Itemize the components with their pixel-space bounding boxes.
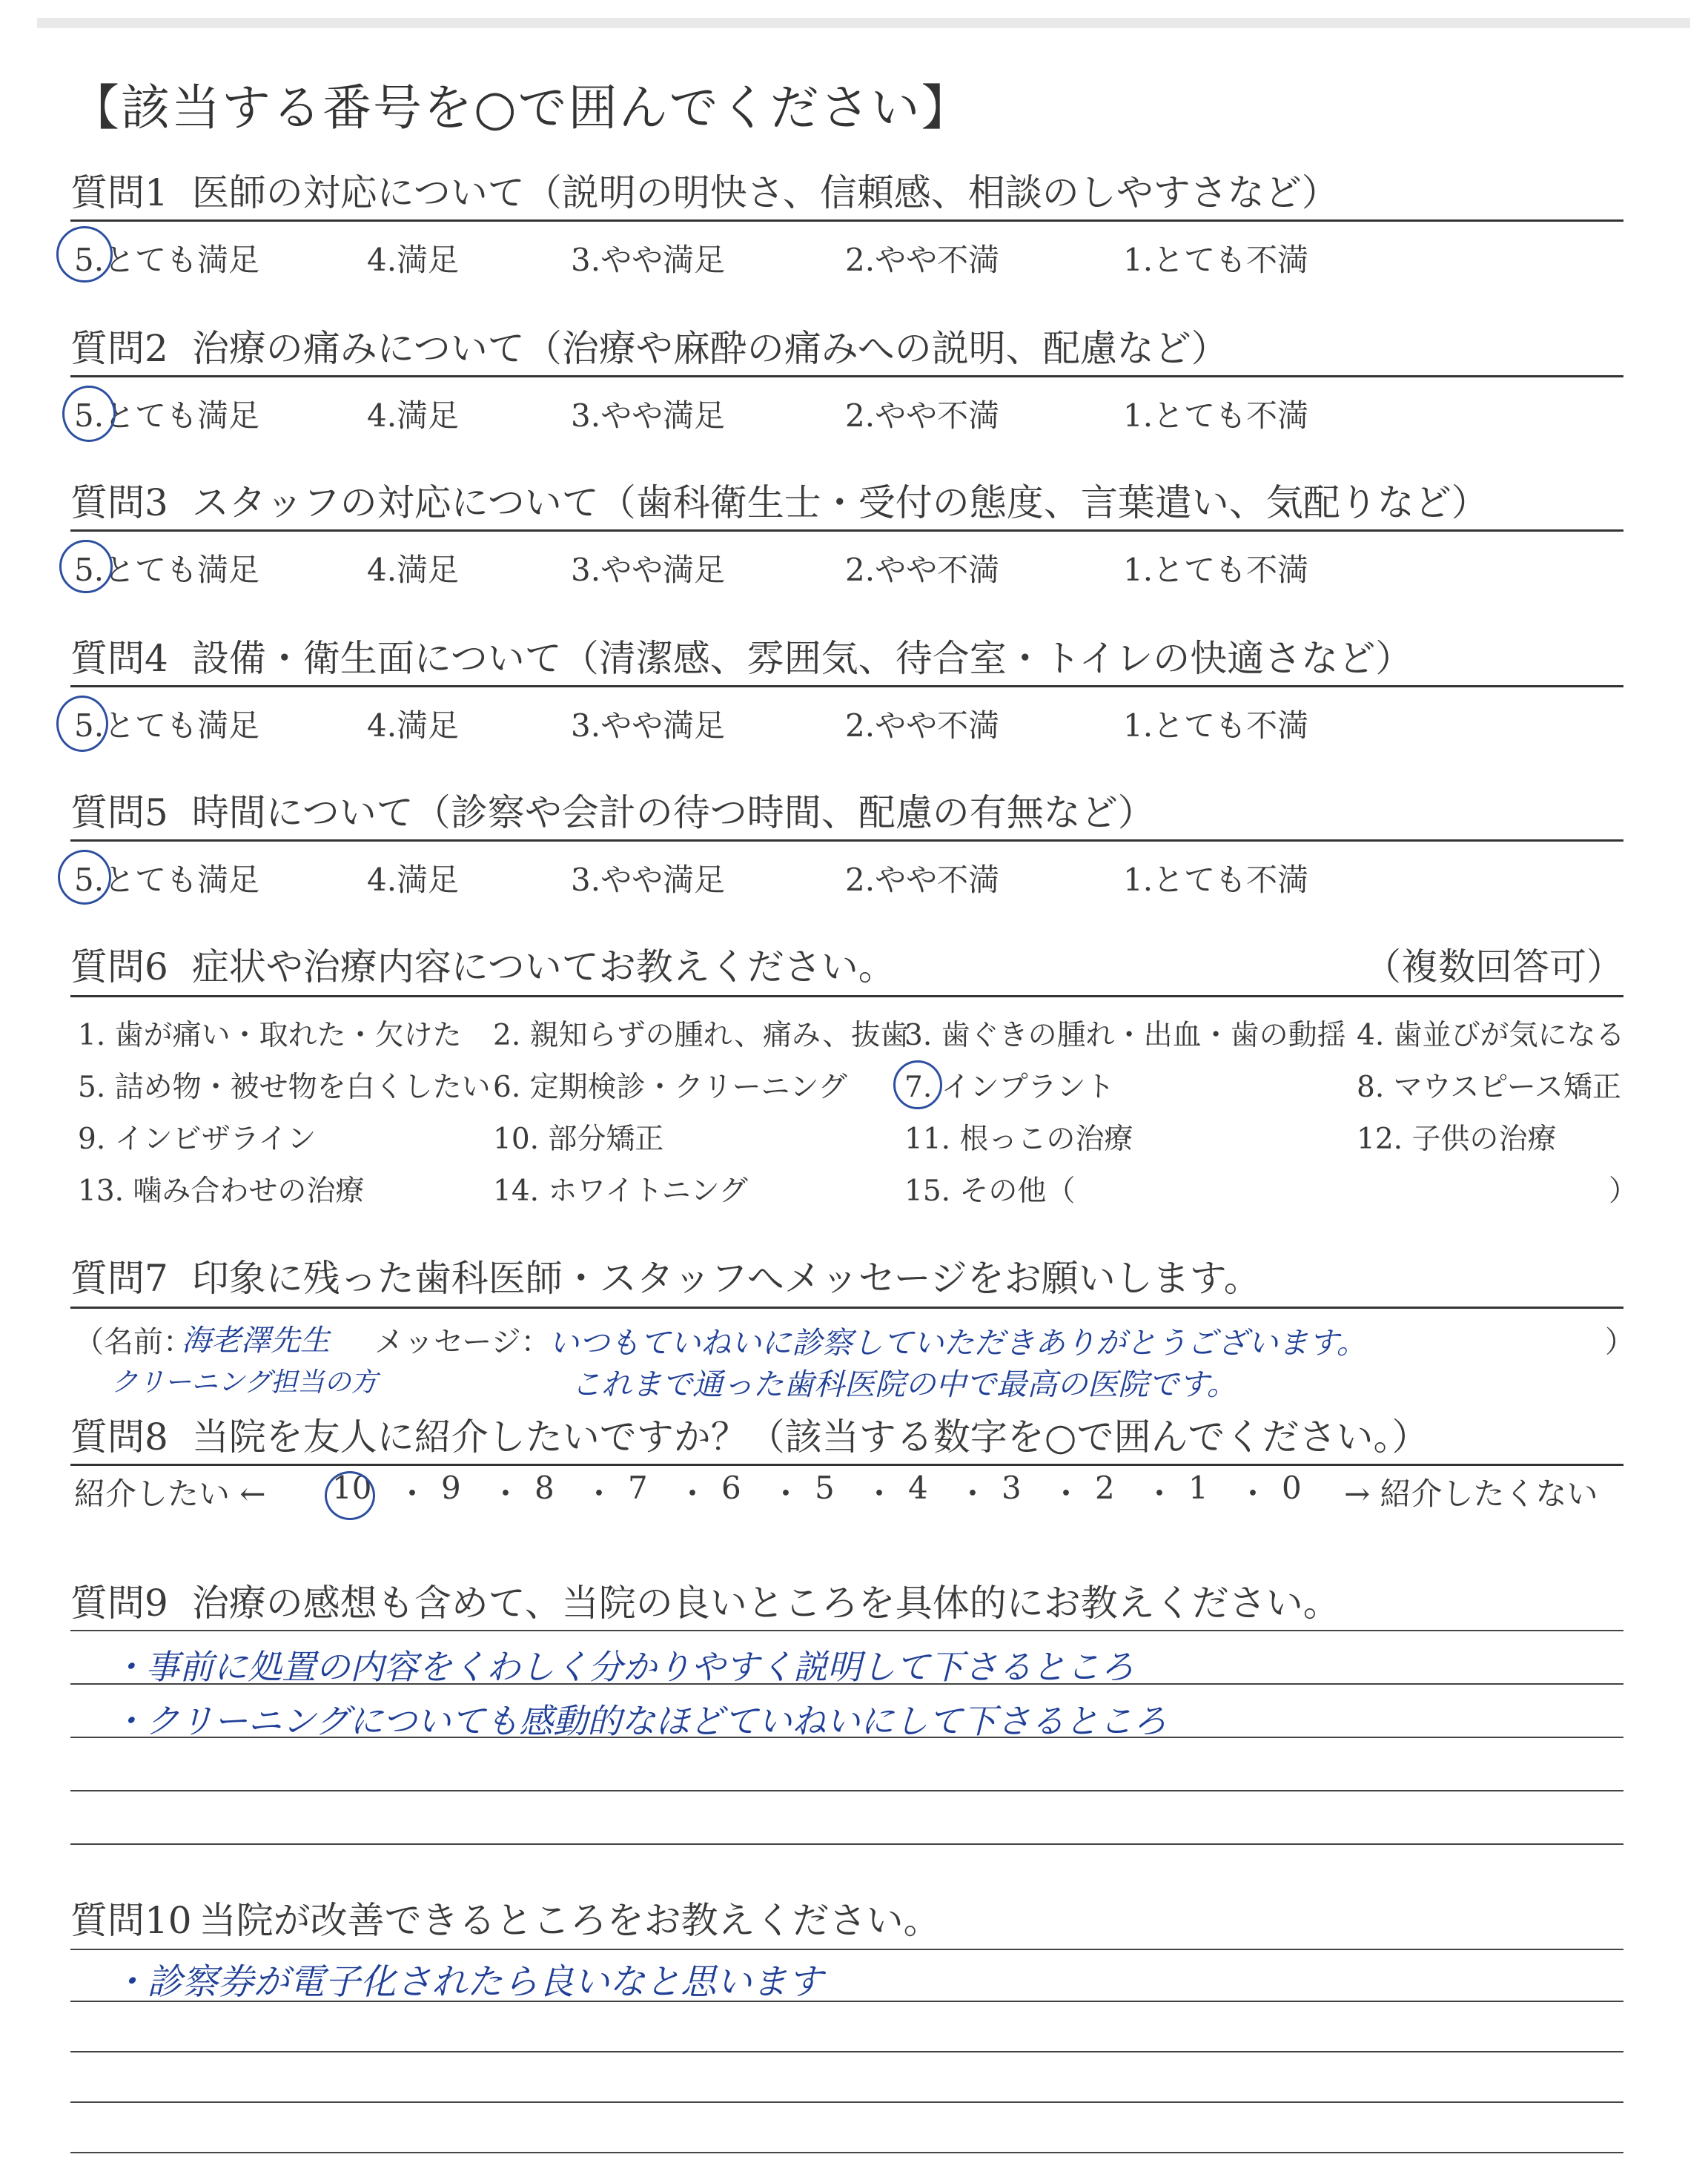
checklist-item[interactable]: 9. インビザライン bbox=[78, 1123, 317, 1156]
checklist-item[interactable]: 8. マウスピース矯正 bbox=[1357, 1071, 1621, 1104]
handwritten-name-2: クリーニング担当の方 bbox=[111, 1367, 378, 1398]
scale-value-10[interactable]: 10 bbox=[332, 1470, 372, 1506]
answer-line bbox=[70, 2101, 1623, 2103]
option-2[interactable]: 2.やや不満 bbox=[845, 707, 1000, 744]
option-5[interactable]: 5.とても満足 bbox=[74, 707, 260, 744]
answer-line bbox=[70, 2051, 1623, 2052]
question-number: 質問4 bbox=[70, 637, 168, 680]
question-number: 質問8 bbox=[70, 1416, 168, 1459]
scale-dot: ・ bbox=[1144, 1476, 1176, 1512]
question-2 bbox=[70, 325, 1623, 372]
question-rule bbox=[70, 839, 1623, 842]
scale-dot: ・ bbox=[677, 1476, 709, 1512]
question-text: 当院を友人に紹介したいですか？（該当する数字を○で囲んでください。） bbox=[191, 1416, 1429, 1459]
option-1[interactable]: 1.とても不満 bbox=[1123, 552, 1309, 588]
scale-dot: ・ bbox=[770, 1476, 802, 1512]
checklist-item[interactable]: 6. 定期検診・クリーニング bbox=[493, 1071, 847, 1104]
option-3[interactable]: 3.やや満足 bbox=[571, 707, 726, 744]
question-text: 症状や治療内容についてお教えください。 bbox=[191, 945, 896, 988]
question-number: 質問3 bbox=[70, 481, 168, 524]
question-text: 設備・衛生面について（清潔感、雰囲気、待合室・トイレの快適さなど） bbox=[191, 637, 1413, 680]
scale-value-9[interactable]: 9 bbox=[441, 1470, 461, 1506]
checklist-item[interactable]: 13. 噛み合わせの治療 bbox=[78, 1175, 365, 1208]
checklist-item[interactable]: 5. 詰め物・被せ物を白くしたい bbox=[78, 1071, 491, 1104]
checklist-item[interactable]: 15. その他（ bbox=[904, 1175, 1076, 1208]
selection-circle bbox=[893, 1060, 942, 1109]
question-text: 治療の痛みについて（治療や麻酔の痛みへの説明、配慮など） bbox=[191, 327, 1228, 370]
question-number: 質問9 bbox=[70, 1582, 168, 1625]
option-5[interactable]: 5.とても満足 bbox=[74, 862, 260, 898]
selection-circle bbox=[56, 696, 108, 752]
question-number: 質問10 bbox=[70, 1899, 192, 1942]
scale-dot: ・ bbox=[1237, 1476, 1269, 1512]
name-label: （名前： bbox=[74, 1325, 193, 1359]
multiple-answer-note: （複数回答可） bbox=[1364, 945, 1623, 988]
handwritten-answer-10: ・診察券が電子化されたら良いなと思います bbox=[111, 1961, 824, 2003]
selection-circle bbox=[325, 1471, 375, 1520]
option-4[interactable]: 4.満足 bbox=[367, 397, 460, 434]
question-8 bbox=[70, 1413, 1623, 1461]
option-3[interactable]: 3.やや満足 bbox=[571, 862, 726, 898]
question-number: 質問7 bbox=[70, 1257, 168, 1300]
option-3[interactable]: 3.やや満足 bbox=[571, 552, 726, 588]
question-number: 質問6 bbox=[70, 945, 168, 988]
answer-line bbox=[70, 1843, 1623, 1845]
option-2[interactable]: 2.やや不満 bbox=[845, 862, 1000, 898]
scale-dot: ・ bbox=[583, 1476, 615, 1512]
question-text: 当院が改善できるところをお教えください。 bbox=[199, 1899, 941, 1942]
checklist-item[interactable]: 1. 歯が痛い・取れた・欠けた bbox=[78, 1019, 462, 1052]
question-rule bbox=[70, 1307, 1623, 1309]
other-close-paren: ） bbox=[1609, 1175, 1638, 1208]
option-4[interactable]: 4.満足 bbox=[367, 242, 460, 278]
question-4 bbox=[70, 635, 1623, 682]
page-instruction: 【該当する番号を○で囲んでください】 bbox=[70, 79, 972, 136]
scale-value-5[interactable]: 5 bbox=[815, 1470, 835, 1506]
handwritten-answer-2: ・クリーニングについても感動的なほどていねいにして下さるところ bbox=[111, 1701, 1168, 1741]
scale-right-label: → 紹介したくない bbox=[1344, 1476, 1598, 1512]
question-text: 治療の感想も含めて、当院の良いところを具体的にお教えください。 bbox=[191, 1582, 1340, 1625]
question-10 bbox=[70, 1897, 1623, 1944]
question-text: 印象に残った歯科医師・スタッフへメッセージをお願いします。 bbox=[191, 1257, 1261, 1300]
answer-line bbox=[70, 1790, 1623, 1791]
option-2[interactable]: 2.やや不満 bbox=[845, 552, 1000, 588]
option-5[interactable]: 5.とても満足 bbox=[74, 552, 260, 588]
question-number: 質問5 bbox=[70, 791, 168, 834]
option-1[interactable]: 1.とても不満 bbox=[1123, 862, 1309, 898]
option-5[interactable]: 5.とても満足 bbox=[74, 242, 260, 278]
question-text: スタッフの対応について（歯科衛生士・受付の態度、言葉遣い、気配りなど） bbox=[191, 481, 1489, 524]
question-rule bbox=[70, 1464, 1623, 1466]
question-number: 質問1 bbox=[70, 171, 168, 214]
option-1[interactable]: 1.とても不満 bbox=[1123, 242, 1309, 278]
scale-dot: ・ bbox=[490, 1476, 522, 1512]
scale-value-8[interactable]: 8 bbox=[534, 1470, 555, 1506]
question-7 bbox=[70, 1255, 1623, 1302]
scale-dot: ・ bbox=[864, 1476, 896, 1512]
option-5[interactable]: 5.とても満足 bbox=[74, 397, 260, 434]
option-3[interactable]: 3.やや満足 bbox=[571, 242, 726, 278]
scale-dot: ・ bbox=[957, 1476, 989, 1512]
question-text: 医師の対応について（説明の明快さ、信頼感、相談のしやすさなど） bbox=[191, 171, 1339, 214]
selection-circle bbox=[59, 540, 113, 593]
option-4[interactable]: 4.満足 bbox=[367, 552, 460, 588]
scale-dot: ・ bbox=[397, 1476, 428, 1512]
scale-value-0[interactable]: 0 bbox=[1282, 1470, 1302, 1506]
question-rule bbox=[70, 685, 1623, 687]
question-9 bbox=[70, 1579, 1623, 1627]
option-3[interactable]: 3.やや満足 bbox=[571, 397, 726, 434]
question-6 bbox=[70, 943, 1623, 991]
question-rule bbox=[70, 529, 1623, 532]
checklist-item[interactable]: 4. 歯並びが気になる bbox=[1357, 1019, 1625, 1052]
handwritten-name-1: 海老澤先生 bbox=[182, 1324, 330, 1358]
scale-value-1[interactable]: 1 bbox=[1188, 1470, 1208, 1506]
question-rule bbox=[70, 995, 1623, 997]
message-label: メッセージ： bbox=[374, 1325, 551, 1359]
scale-value-3[interactable]: 3 bbox=[1002, 1470, 1022, 1506]
scale-value-2[interactable]: 2 bbox=[1095, 1470, 1115, 1506]
handwritten-answer-1: ・事前に処置の内容をくわしく分かりやすく説明して下さるところ bbox=[111, 1647, 1134, 1687]
checklist-item[interactable]: 7. インプラント bbox=[904, 1071, 1115, 1104]
question-5 bbox=[70, 789, 1623, 836]
option-2[interactable]: 2.やや不満 bbox=[845, 242, 1000, 278]
checklist-item[interactable]: 14. ホワイトニング bbox=[493, 1175, 748, 1208]
checklist-item[interactable]: 12. 子供の治療 bbox=[1357, 1123, 1557, 1156]
question-rule bbox=[70, 375, 1623, 377]
question-rule bbox=[70, 219, 1623, 222]
checklist-item[interactable]: 10. 部分矯正 bbox=[493, 1123, 664, 1156]
scale-value-7[interactable]: 7 bbox=[628, 1470, 648, 1506]
answer-line bbox=[70, 1949, 1623, 1950]
scan-edge bbox=[37, 18, 1690, 28]
question-1 bbox=[70, 169, 1623, 217]
option-4[interactable]: 4.満足 bbox=[367, 862, 460, 898]
close-paren: ） bbox=[1605, 1325, 1635, 1359]
option-1[interactable]: 1.とても不満 bbox=[1123, 397, 1309, 434]
scale-value-4[interactable]: 4 bbox=[908, 1470, 928, 1506]
scale-value-6[interactable]: 6 bbox=[721, 1470, 741, 1506]
option-1[interactable]: 1.とても不満 bbox=[1123, 707, 1309, 744]
question-number: 質問2 bbox=[70, 327, 168, 370]
selection-circle bbox=[58, 850, 111, 905]
selection-circle bbox=[62, 386, 116, 442]
checklist-item[interactable]: 11. 根っこの治療 bbox=[904, 1123, 1133, 1156]
answer-line bbox=[70, 1630, 1623, 1631]
checklist-item[interactable]: 2. 親知らずの腫れ、痛み、抜歯 bbox=[493, 1019, 910, 1052]
selection-circle bbox=[56, 226, 113, 283]
handwritten-message-2: これまで通った歯科医院の中で最高の医院です。 bbox=[571, 1367, 1237, 1402]
question-3 bbox=[70, 479, 1623, 526]
answer-line bbox=[70, 2152, 1623, 2153]
option-4[interactable]: 4.満足 bbox=[367, 707, 460, 744]
handwritten-message-1: いつもていねいに診察していただきありがとうございます。 bbox=[549, 1325, 1367, 1361]
scale-left-label: 紹介したい ← bbox=[74, 1476, 266, 1512]
scale-dot: ・ bbox=[1050, 1476, 1082, 1512]
checklist-item[interactable]: 3. 歯ぐきの腫れ・出血・歯の動揺 bbox=[904, 1019, 1346, 1052]
question-text: 時間について（診察や会計の待つ時間、配慮の有無など） bbox=[191, 791, 1155, 834]
option-2[interactable]: 2.やや不満 bbox=[845, 397, 1000, 434]
